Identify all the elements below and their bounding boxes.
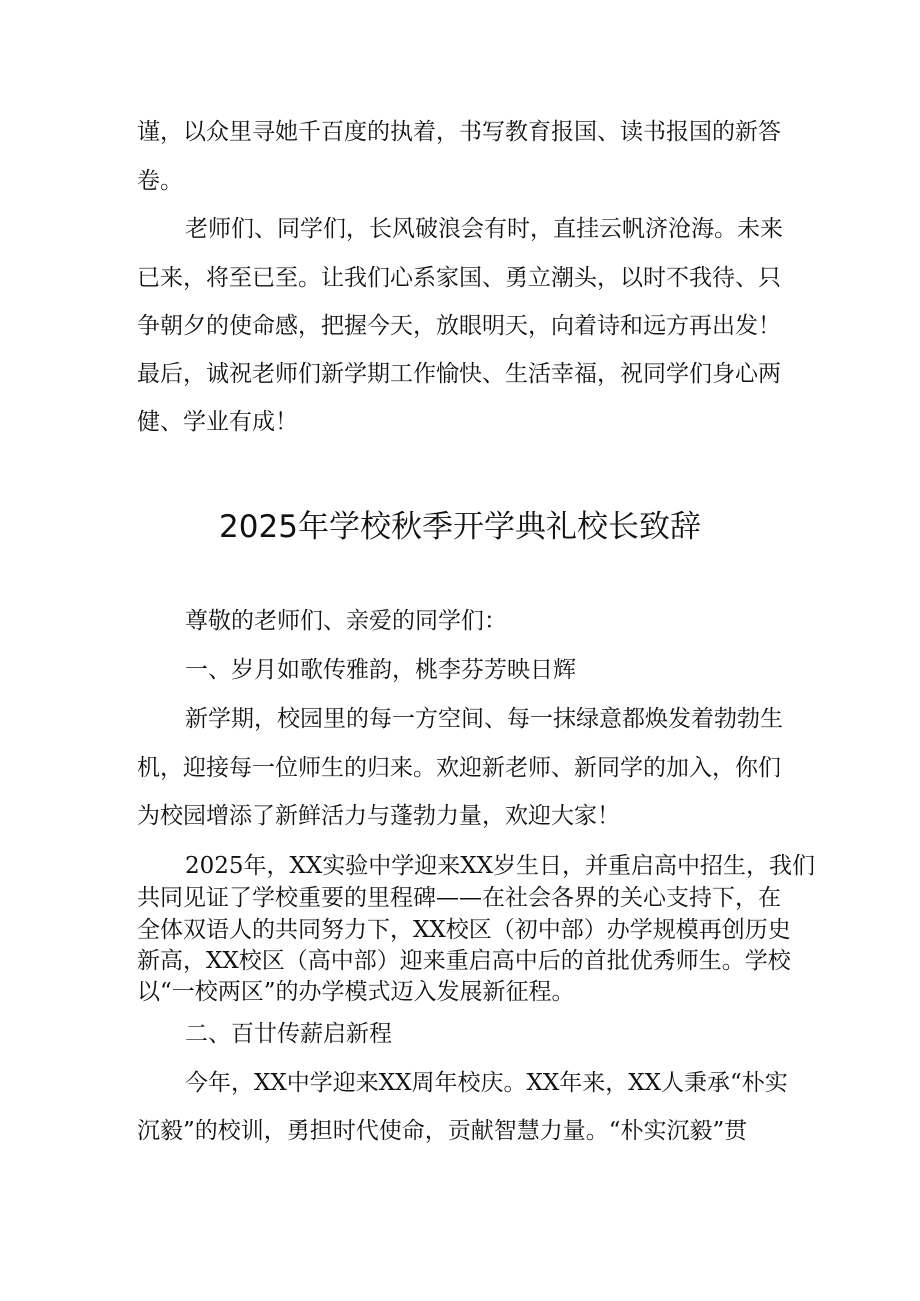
section-heading: 二、百廿传薪启新程 [185,1021,392,1047]
text-line: 最后，诚祝老师们新学期工作愉快、生活幸福，祝同学们身心两 [137,361,781,387]
text-line: 今年，XX中学迎来XX周年校庆。XX年来，XX人秉承“朴实 [185,1070,788,1096]
text-line: 争朝夕的使命感，把握今天，放眼明天，向着诗和远方再出发！ [137,313,781,339]
text-line: 谨，以众里寻她千百度的执着，书写教育报国、读书报国的新答 [137,119,781,145]
text-line: 机，迎接每一位师生的归来。欢迎新老师、新同学的加入，你们 [137,755,781,781]
greeting: 尊敬的老师们、亲爱的同学们： [185,608,507,634]
text-line: 健、学业有成！ [137,409,298,435]
text-line: 沉毅”的校训，勇担时代使命，贡献智慧力量。“朴实沉毅”贯 [137,1118,748,1144]
text-line: 2025年，XX实验中学迎来XX岁生日，并重启高中招生，我们 [185,853,816,879]
text-line: 已来，将至已至。让我们心系家国、勇立潮头，以时不我待、只 [137,265,781,291]
text-line: 以“一校两区”的办学模式迈入发展新征程。 [137,979,575,1005]
text-line: 共同见证了学校重要的里程碑——在社会各界的关心支持下，在 [137,885,781,911]
text-line: 为校园增添了新鲜活力与蓬勃力量，欢迎大家！ [137,803,620,829]
text-line: 全体双语人的共同努力下，XX校区（初中部）办学规模再创历史 [137,917,791,943]
section-heading: 一、岁月如歌传雅韵，桃李芬芳映日辉 [185,657,576,683]
text-line: 新学期，校园里的每一方空间、每一抹绿意都焕发着勃勃生 [185,706,783,732]
text-line: 老师们、同学们，长风破浪会有时，直挂云帆济沧海。未来 [185,216,783,242]
document-title: 2025年学校秋季开学典礼校长致辞 [219,509,701,545]
text-line: 卷。 [137,168,183,194]
text-line: 新高，XX校区（高中部）迎来重启高中后的首批优秀师生。学校 [137,948,791,974]
